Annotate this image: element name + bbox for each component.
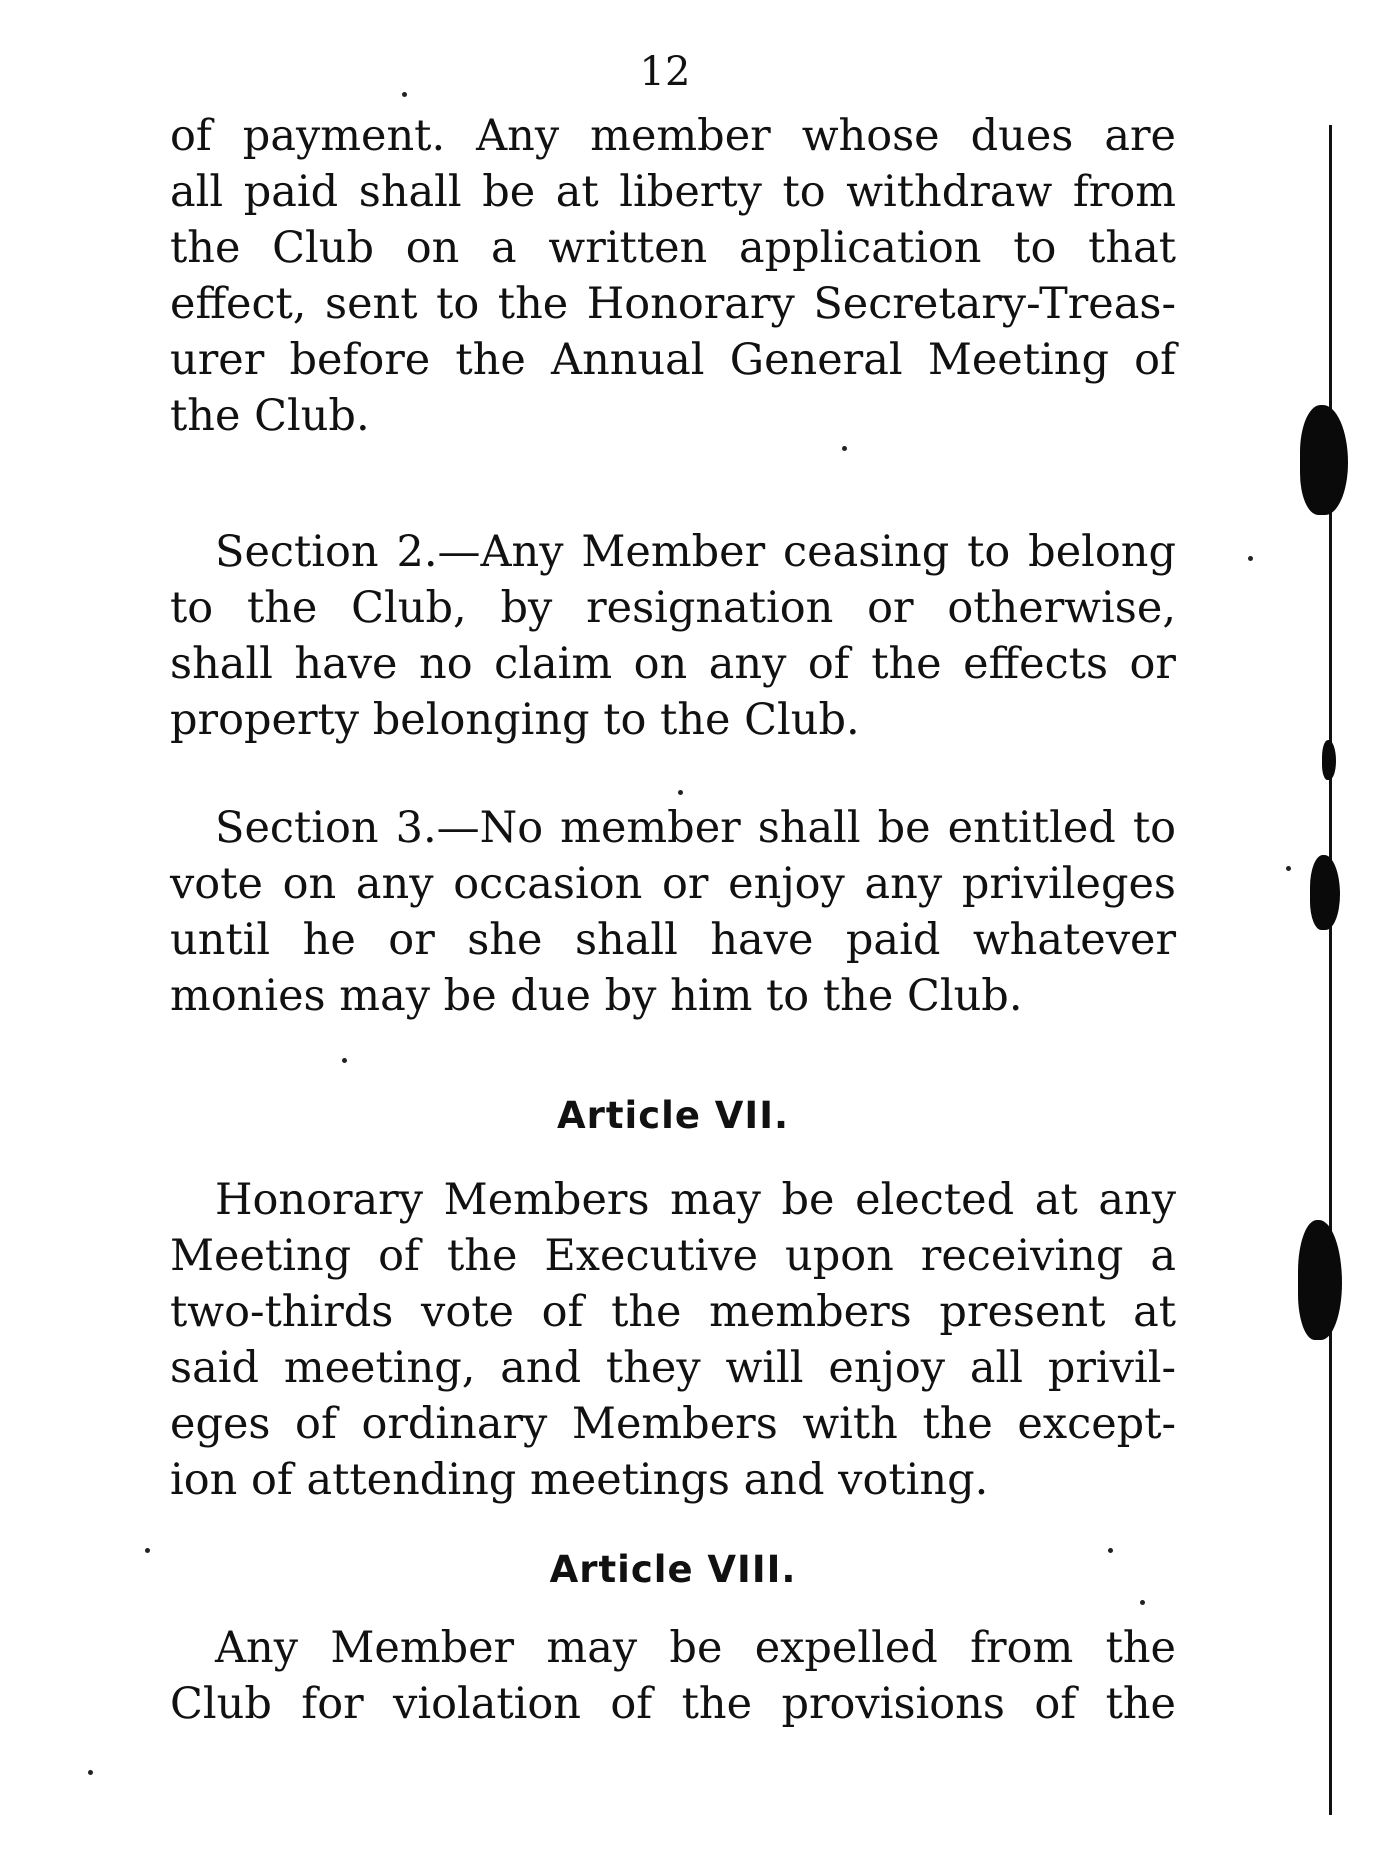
ink-blot bbox=[1310, 855, 1340, 930]
text-line: two-thirds vote of the members present at bbox=[170, 1287, 1176, 1337]
text-line: the Club. bbox=[170, 391, 370, 441]
ink-blot bbox=[1298, 1220, 1342, 1340]
heading-article-8: Article VIII. bbox=[549, 1548, 797, 1591]
paragraph-continuation bbox=[170, 108, 1176, 444]
text-line: all paid shall be at liberty to withdraw from bbox=[170, 167, 1176, 217]
text-line: Honorary Members may be elected at any bbox=[215, 1175, 1176, 1225]
text-line: the Club on a written application to that bbox=[170, 223, 1176, 273]
scan-speck bbox=[1286, 866, 1291, 871]
scan-speck bbox=[678, 790, 683, 795]
ink-blot bbox=[1322, 740, 1336, 780]
text-line: until he or she shall have paid whatever bbox=[170, 915, 1176, 965]
binding-edge-line bbox=[1328, 125, 1333, 1815]
ink-blot bbox=[1300, 405, 1348, 515]
scan-speck bbox=[88, 1770, 93, 1775]
paragraph-section-3 bbox=[170, 800, 1176, 1024]
text-line: urer before the Annual General Meeting of bbox=[170, 335, 1176, 385]
page-number: 12 bbox=[639, 49, 691, 95]
paragraph-section-2 bbox=[170, 524, 1176, 748]
scan-speck bbox=[145, 1548, 150, 1553]
scan-speck bbox=[342, 1058, 347, 1063]
text-line: property belonging to the Club. bbox=[170, 695, 860, 745]
paragraph-article-7 bbox=[170, 1172, 1176, 1508]
text-line: said meeting, and they will enjoy all privil- bbox=[170, 1343, 1176, 1393]
text-line: Section 3.—No member shall be entitled to bbox=[215, 803, 1176, 853]
scan-speck bbox=[1140, 1600, 1145, 1605]
text-line: of payment. Any member whose dues are bbox=[170, 111, 1176, 161]
scan-speck bbox=[402, 92, 407, 97]
text-line: Club for violation of the provisions of the bbox=[170, 1679, 1176, 1729]
text-line: Any Member may be expelled from the bbox=[215, 1623, 1176, 1673]
text-line: shall have no claim on any of the effects or bbox=[170, 639, 1176, 689]
text-line: Section 2.—Any Member ceasing to belong bbox=[215, 527, 1176, 577]
text-line: to the Club, by resignation or otherwise, bbox=[170, 583, 1176, 633]
paragraph-article-8 bbox=[170, 1620, 1176, 1732]
text-line: monies may be due by him to the Club. bbox=[170, 971, 1023, 1021]
heading-article-7: Article VII. bbox=[556, 1094, 790, 1137]
text-line: effect, sent to the Honorary Secretary-Treas- bbox=[170, 279, 1176, 329]
text-line: Meeting of the Executive upon receiving a bbox=[170, 1231, 1176, 1281]
text-line: vote on any occasion or enjoy any privileges bbox=[170, 859, 1176, 909]
scan-speck bbox=[842, 446, 847, 451]
scan-speck bbox=[1248, 556, 1253, 561]
scan-speck bbox=[1108, 1548, 1113, 1553]
text-line: ion of attending meetings and voting. bbox=[170, 1455, 989, 1505]
text-line: eges of ordinary Members with the except- bbox=[170, 1399, 1176, 1449]
